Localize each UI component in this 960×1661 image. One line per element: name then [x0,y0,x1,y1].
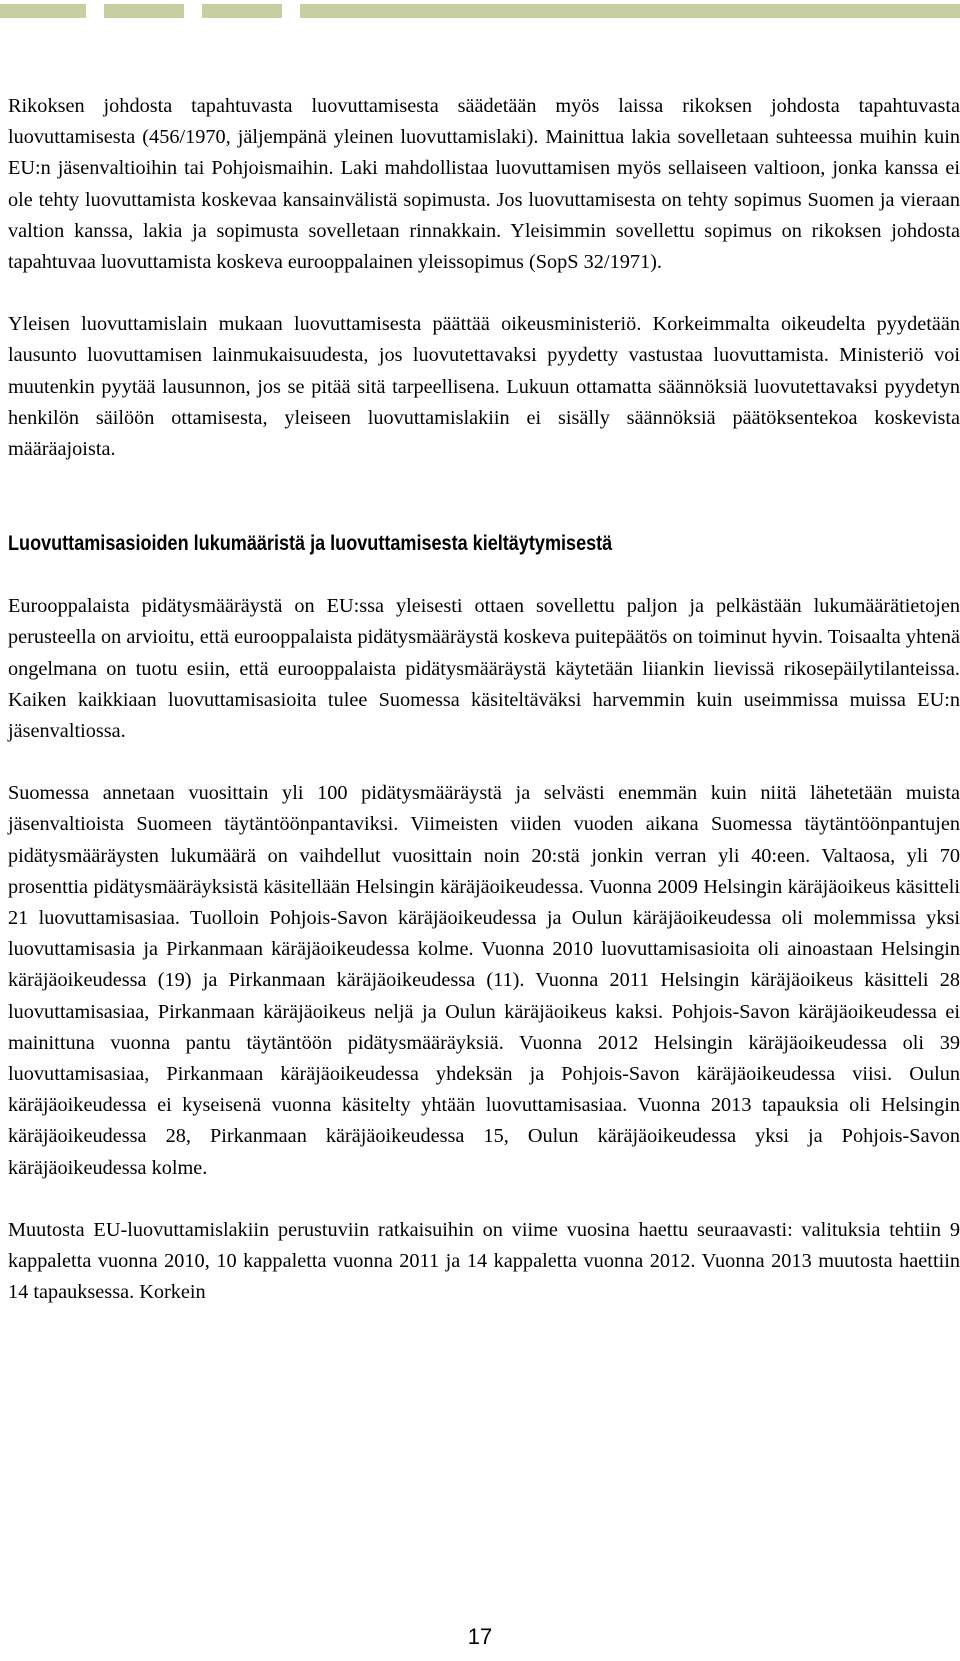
decoration-bar [202,4,282,18]
decoration-bar [0,4,86,18]
body-paragraph: Muutosta EU-luovuttamislakiin perustuviin ratkaisuihin on viime vuosina haettu seuraavasti: valituksia tehtiin 9 kappaletta vuonna 2010, 10 kappaletta vuonna 2011 ja 14 kappaletta vuonna 2012. Vuonna 2013 muutosta haettiin 14 tapauksessa. Korkein [8,1218,960,1304]
page-number: 17 [467,1624,493,1649]
header-decoration-bars [0,4,960,18]
section-heading: Luovuttamisasioiden lukumääristä ja luovuttamisesta kieltäytymisestä [8,532,613,556]
decoration-bar [104,4,184,18]
body-paragraph: Rikoksen johdosta tapahtuvasta luovuttamisesta säädetään myös laissa rikoksen johdosta tapahtuvasta luovuttamisesta (456/1970, jäljempänä yleinen luovuttamislaki). Mainittua lakia sovelletaan suhteessa muihin kuin EU:n jäsenvaltioihin tai Pohjoismaihin. Laki mahdollistaa luovuttamisen myös sellaiseen valtioon, jonka kanssa ei ole tehty luovuttamista koskevaa kansainvälistä sopimusta. Jos luovuttamisesta on tehty sopimus Suomen ja vieraan valtion kanssa, lakia ja sopimusta sovelletaan rinnakkain. Yleisimmin sovellettu sopimus on rikoksen johdosta tapahtuvaa luovuttamista koskeva eurooppalainen yleissopimus (SopS 32/1971). [8,95,960,274]
body-paragraph: Eurooppalaista pidätysmääräystä on EU:ssa yleisesti ottaen sovellettu paljon ja pelkästään lukumäärätietojen perusteella on arvioitu, että eurooppalaista pidätysmääräystä koskeva puitepäätös on toiminut hyvin. Toisaalta yhtenä ongelmana on tuotu esiin, että eurooppalaista pidätysmääräystä käytetään liiankin lievissä rikosepäilytilanteissa. Kaiken kaikkiaan luovuttamisasioita tulee Suomessa käsiteltäväksi harvemmin kuin useimmissa muissa EU:n jäsenvaltiossa. [8,595,960,743]
body-paragraph: Yleisen luovuttamislain mukaan luovuttamisesta päättää oikeusministeriö. Korkeimmalta oikeudelta pyydetään lausunto luovuttamisen lainmukaisuudesta, jos luovutettavaksi pyydetty vastustaa luovuttamista. Ministeriö voi muutenkin pyytää lausunnon, jos se pitää sitä tarpeellisena. Lukuun ottamatta säännöksiä luovutettavaksi pyydetyn henkilön säilöön ottamisesta, yleiseen luovuttamislakiin ei sisälly säännöksiä päätöksentekoa koskevista määräajoista. [8,313,960,461]
decoration-bar [300,4,960,18]
document-body [8,91,960,1309]
body-paragraph: Suomessa annetaan vuosittain yli 100 pidätysmääräystä ja selvästi enemmän kuin niitä lähetetään muista jäsenvaltioista Suomeen täytäntöönpantaviksi. Viimeisten viiden vuoden aikana Suomessa täytäntöönpantujen pidätysmääräysten lukumäärä on vaihdellut vuosittain noin 20:stä jonkin verran yli 40:een. Valtaosa, yli 70 prosenttia pidätysmääräyksistä käsitellään Helsingin käräjäoikeudessa. Vuonna 2009 Helsingin käräjäoikeus käsitteli 21 luovuttamisasiaa. Tuolloin Pohjois-Savon käräjäoikeudessa ja Oulun käräjäoikeudessa oli molemmissa yksi luovuttamisasia ja Pirkanmaan käräjäoikeudessa kolme. Vuonna 2010 luovuttamisasioita oli ainoastaan Helsingin käräjäoikeudessa (19) ja Pirkanmaan käräjäoikeudessa (11). Vuonna 2011 Helsingin käräjäoikeus käsitteli 28 luovuttamisasiaa, Pirkanmaan käräjäoikeus neljä ja Oulun käräjäoikeus kaksi. Pohjois-Savon käräjäoikeudessa ei mainittuna vuonna pantu täytäntöön pidätysmääräyksiä. Vuonna 2012 Helsingin käräjäoikeudessa oli 39 luovuttamisasiaa, Pirkanmaan käräjäoikeudessa yhdeksän ja Pohjois-Savon käräjäoikeudessa viisi. Oulun käräjäoikeudessa ei kyseisenä vuonna käsitelty yhtään luovuttamisasiaa. Vuonna 2013 tapauksia oli Helsingin käräjäoikeudessa 28, Pirkanmaan käräjäoikeudessa 15, Oulun käräjäoikeudessa yksi ja Pohjois-Savon käräjäoikeudessa kolme. [8,782,960,1179]
